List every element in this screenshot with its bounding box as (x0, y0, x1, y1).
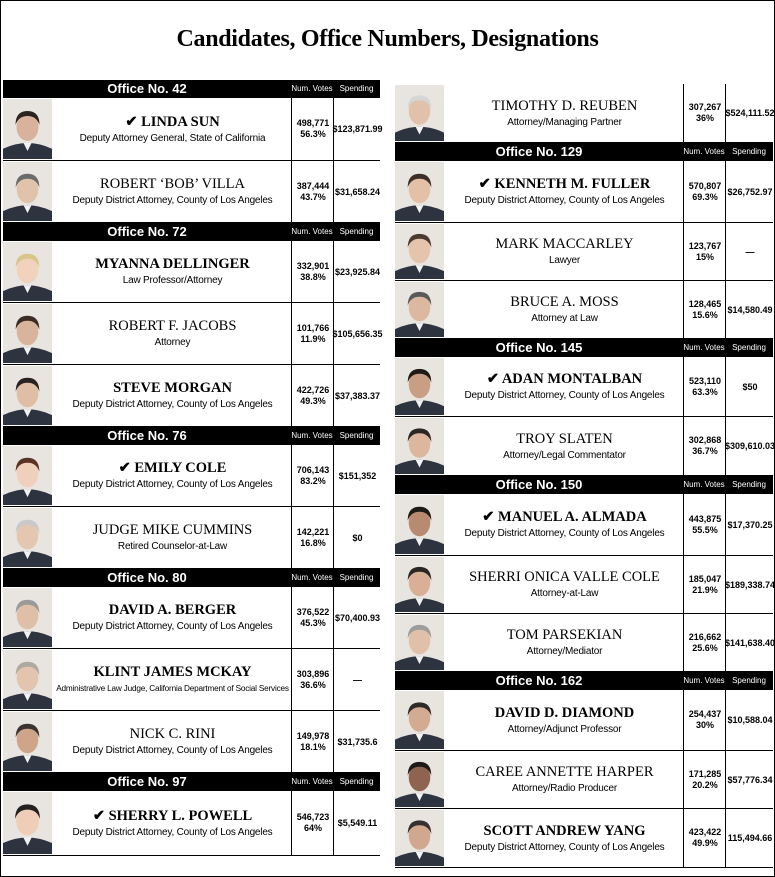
candidate-name: ✔ SHERRY L. POWELL (92, 807, 253, 824)
candidate-row (395, 494, 773, 556)
candidate-info (446, 281, 683, 338)
office-number: Office No. 42 (107, 81, 187, 96)
vote-percent: 36.7% (692, 446, 718, 456)
spending-cell: $70,400.93 (333, 587, 381, 648)
candidate-info (54, 161, 291, 222)
candidate-name: KLINT JAMES MCKAY (93, 664, 252, 680)
candidate-name: JUDGE MIKE CUMMINS (92, 522, 253, 538)
candidate-info (54, 98, 291, 160)
candidate-photo (3, 366, 52, 425)
spending-cell: 115,494.66 (725, 809, 774, 867)
candidate-name: TIMOTHY D. REUBEN (491, 97, 638, 114)
spending-cell: $57,776.34 (725, 751, 774, 808)
votes-column-header: Num. Votes (291, 777, 333, 786)
candidate-row (395, 417, 773, 476)
candidate-photo (3, 712, 52, 771)
vote-count-cell (683, 417, 726, 475)
vote-count-cell (683, 84, 726, 142)
candidate-designation: Attorney/Legal Commentator (503, 449, 626, 461)
vote-percent: 11.9% (300, 333, 326, 344)
spending-cell: $10,588.04 (725, 690, 774, 750)
spending-cell: $141,638.40 (725, 614, 774, 671)
candidate-row (395, 690, 773, 751)
candidate-name: SHERRI ONICA VALLE COLE (469, 569, 660, 585)
vote-percent: 83.2% (300, 475, 326, 486)
left-column (3, 80, 383, 856)
vote-percent: 43.7% (300, 191, 326, 202)
candidate-name: ✔ LINDA SUN (125, 113, 220, 130)
votes-column-header: Num. Votes (683, 676, 725, 685)
spending-column-header: Spending (339, 777, 374, 786)
office-header (3, 569, 380, 587)
candidate-designation: Attorney/Mediator (526, 646, 603, 657)
candidate-name: ROBERT ‘BOB’ VILLA (100, 176, 245, 192)
spending-cell: $50 (725, 357, 774, 416)
candidate-row (395, 161, 773, 223)
vote-count: 142,221 (296, 526, 330, 537)
vote-percent: 49.3% (300, 395, 326, 406)
candidate-row (395, 614, 773, 672)
office-number: Office No. 97 (107, 774, 187, 789)
candidate-info (446, 556, 683, 613)
office-number: Office No. 162 (495, 673, 583, 688)
candidate-name: STEVE MORGAN (113, 380, 232, 396)
candidate-row (395, 809, 773, 868)
candidate-photo (395, 810, 444, 866)
candidate-name: DAVID D. DIAMOND (494, 704, 635, 721)
candidate-photo (3, 588, 52, 647)
vote-count: 149,978 (296, 730, 330, 741)
candidate-photo (395, 495, 444, 554)
vote-count-cell (683, 809, 726, 867)
spending-column-header: Spending (732, 343, 766, 352)
vote-percent: 30% (695, 720, 714, 730)
candidate-designation: Law Professor/Attorney (122, 275, 223, 286)
vote-count: 376,522 (296, 606, 330, 617)
candidate-photo (395, 691, 444, 749)
candidate-designation: Deputy District Attorney, County of Los Angeles (72, 195, 273, 206)
candidate-name: TROY SLATEN (516, 430, 613, 447)
vote-count-cell (683, 494, 726, 555)
vote-count: 570,807 (688, 180, 722, 191)
candidate-row (3, 98, 383, 161)
candidate-designation: Attorney-at-Law (530, 588, 599, 599)
spending-cell: — (725, 223, 774, 280)
candidate-designation: Attorney/Adjunct Professor (507, 723, 622, 735)
candidate-info (54, 365, 291, 426)
office-header (395, 672, 773, 690)
candidate-row (395, 223, 773, 281)
vote-count: 254,437 (688, 709, 722, 719)
candidate-info (446, 809, 683, 867)
candidate-row (3, 649, 380, 711)
spending-cell: $37,383.37 (333, 365, 381, 426)
vote-percent: 55.5% (692, 524, 718, 535)
candidate-photo (395, 224, 444, 279)
vote-percent: 25.6% (692, 642, 718, 653)
office-header (395, 143, 773, 161)
candidate-designation: Deputy District Attorney, County of Los Angeles (464, 528, 665, 539)
candidate-name: ✔ ADAN MONTALBAN (486, 371, 643, 387)
candidate-name: DAVID A. BERGER (108, 602, 237, 618)
office-header (395, 339, 773, 357)
candidate-name: MYANNA DELLINGER (95, 256, 250, 272)
vote-count: 498,771 (296, 118, 330, 128)
vote-count: 303,896 (296, 668, 330, 679)
vote-count-cell (291, 791, 334, 855)
spending-cell: $26,752.97 (725, 161, 774, 222)
spending-cell: $31,658.24 (333, 161, 381, 222)
office-header (3, 773, 380, 791)
candidate-info (54, 649, 291, 710)
spending-cell: $5,549.11 (333, 791, 381, 855)
spending-cell: — (333, 649, 381, 710)
vote-count-cell (291, 241, 334, 302)
candidate-designation: Deputy Attorney General, State of California (79, 132, 266, 144)
vote-percent: 20.2% (692, 779, 718, 790)
spending-column-header: Spending (339, 227, 374, 236)
candidate-info (446, 357, 683, 416)
candidate-photo (395, 752, 444, 807)
vote-percent: 18.1% (300, 741, 326, 752)
candidate-photo (3, 446, 52, 505)
candidate-row (3, 365, 380, 427)
candidate-designation: Retired Counselor-at-Law (117, 541, 228, 552)
spending-cell: $123,871.99 (333, 98, 381, 160)
vote-count-cell (683, 614, 726, 671)
candidate-photo (3, 304, 52, 363)
candidate-info (446, 690, 683, 750)
candidate-designation: Deputy District Attorney, County of Los Angeles (72, 399, 273, 410)
candidate-row (395, 281, 773, 339)
vote-count-cell (291, 711, 334, 772)
vote-percent: 63.3% (692, 386, 718, 397)
votes-column-header: Num. Votes (291, 84, 333, 93)
office-header (395, 476, 773, 494)
spending-cell: $524,111.52 (725, 84, 774, 142)
office-header (3, 80, 380, 98)
candidate-designation: Attorney/Managing Partner (507, 116, 622, 128)
candidate-photo (395, 162, 444, 221)
candidate-info (446, 614, 683, 671)
page-title: Candidates, Office Numbers, Designations (176, 26, 599, 52)
vote-percent: 49.9% (692, 838, 718, 848)
candidate-row (3, 445, 380, 507)
spending-cell: $105,656.35 (333, 303, 381, 364)
votes-column-header: Num. Votes (291, 431, 333, 440)
office-number: Office No. 145 (495, 340, 583, 355)
candidate-photo (395, 358, 444, 415)
candidate-row (3, 711, 380, 773)
vote-percent: 56.3% (300, 129, 326, 139)
candidate-row (3, 587, 380, 649)
candidate-row (3, 791, 380, 856)
spending-column-header: Spending (732, 480, 766, 489)
votes-column-header: Num. Votes (683, 147, 725, 156)
candidate-row (3, 241, 380, 303)
spending-cell: $31,735.6 (333, 711, 381, 772)
vote-count-cell (291, 303, 334, 364)
vote-count: 443,875 (688, 513, 722, 524)
vote-percent: 64% (303, 823, 322, 833)
candidate-designation: Deputy District Attorney, County of Los Angeles (464, 390, 665, 401)
vote-count: 332,901 (296, 260, 330, 271)
vote-count: 216,662 (688, 631, 722, 642)
candidate-photo (3, 508, 52, 567)
vote-percent: 36% (695, 113, 714, 123)
vote-percent: 21.9% (692, 584, 718, 595)
candidate-row (395, 84, 773, 143)
office-header (3, 427, 380, 445)
candidate-name: CAREE ANNETTE HARPER (475, 764, 654, 780)
candidate-info (446, 494, 683, 555)
candidate-designation: Deputy District Attorney, County of Los Angeles (72, 621, 273, 632)
candidate-info (54, 241, 291, 302)
candidate-name: SCOTT ANDREW YANG (483, 822, 646, 839)
candidate-info (446, 84, 683, 142)
vote-percent: 38.8% (300, 271, 326, 282)
vote-count: 185,047 (688, 573, 722, 584)
candidate-designation: Lawyer (548, 255, 581, 266)
votes-column-header: Num. Votes (291, 227, 333, 236)
office-number: Office No. 76 (107, 428, 187, 443)
vote-count-cell (683, 357, 726, 416)
vote-count: 171,285 (688, 768, 722, 779)
vote-percent: 69.3% (692, 191, 718, 202)
vote-count: 422,726 (296, 384, 330, 395)
candidate-photo (3, 162, 52, 221)
vote-percent: 15.6% (692, 309, 718, 320)
candidate-info (54, 445, 291, 506)
vote-count-cell (683, 223, 726, 280)
spending-column-header: Spending (339, 431, 374, 440)
spending-column-header: Spending (339, 84, 374, 93)
candidate-row (395, 357, 773, 417)
candidate-name: ✔ EMILY COLE (118, 460, 227, 476)
candidate-info (446, 223, 683, 280)
vote-count-cell (291, 365, 334, 426)
vote-count: 523,110 (688, 375, 722, 386)
spending-column-header: Spending (732, 676, 766, 685)
vote-count: 423,422 (688, 827, 722, 837)
candidate-photo (3, 650, 52, 709)
vote-percent: 16.8% (300, 537, 326, 548)
candidate-name: TOM PARSEKIAN (506, 627, 623, 643)
vote-count: 123,767 (688, 240, 722, 251)
candidate-designation: Attorney/Radio Producer (512, 783, 617, 794)
vote-count: 302,868 (688, 435, 722, 445)
candidate-info (54, 791, 291, 855)
candidate-designation: Administrative Law Judge, California Department of Social Services (56, 684, 289, 693)
vote-count: 546,723 (296, 812, 330, 822)
vote-count-cell (291, 507, 334, 568)
candidate-row (395, 751, 773, 809)
candidate-photo (3, 242, 52, 301)
candidate-row (395, 556, 773, 614)
right-column (395, 84, 773, 868)
vote-count-cell (291, 445, 334, 506)
office-number: Office No. 80 (107, 570, 187, 585)
office-header (3, 223, 380, 241)
candidate-photo (395, 418, 444, 474)
vote-percent: 45.3% (300, 617, 326, 628)
candidate-row (3, 161, 380, 223)
vote-count: 706,143 (296, 464, 330, 475)
candidate-info (54, 587, 291, 648)
vote-count-cell (683, 556, 726, 613)
candidate-designation: Deputy District Attorney, County of Los Angeles (464, 841, 665, 853)
spending-cell: $151,352 (333, 445, 381, 506)
candidate-info (54, 711, 291, 772)
vote-count: 128,465 (688, 298, 722, 309)
candidate-photo (395, 615, 444, 670)
spending-cell: $189,338.74 (725, 556, 774, 613)
vote-percent: 36.6% (300, 679, 326, 690)
candidate-name: NICK C. RINI (129, 726, 216, 742)
vote-count-cell (291, 649, 334, 710)
candidate-info (446, 751, 683, 808)
candidate-name: ✔ MANUEL A. ALMADA (482, 509, 647, 525)
spending-column-header: Spending (339, 573, 374, 582)
candidate-name: ROBERT F. JACOBS (108, 318, 237, 334)
candidate-info (54, 303, 291, 364)
spending-cell: $309,610.03 (725, 417, 774, 475)
votes-column-header: Num. Votes (291, 573, 333, 582)
vote-count: 307,267 (688, 102, 722, 112)
candidate-name: ✔ KENNETH M. FULLER (478, 176, 651, 192)
spending-cell: $14,580.49 (725, 281, 774, 338)
vote-count-cell (291, 587, 334, 648)
candidate-row (3, 303, 383, 365)
candidate-photo (395, 282, 444, 337)
vote-count-cell (683, 161, 726, 222)
candidate-row (3, 507, 380, 569)
spending-cell: $23,925.84 (333, 241, 381, 302)
spending-column-header: Spending (732, 147, 766, 156)
candidate-photo (395, 557, 444, 612)
candidate-designation: Deputy District Attorney, County of Los Angeles (464, 195, 665, 206)
office-number: Office No. 72 (107, 224, 187, 239)
candidate-designation: Deputy District Attorney, County of Los Angeles (72, 745, 273, 756)
vote-count: 387,444 (296, 180, 330, 191)
candidate-info (446, 417, 683, 475)
candidate-designation: Attorney at Law (531, 313, 598, 324)
candidate-info (54, 507, 291, 568)
vote-percent: 15% (695, 251, 714, 262)
candidate-photo (395, 85, 444, 141)
vote-count-cell (683, 690, 726, 750)
candidate-photo (3, 99, 52, 159)
vote-count-cell (291, 161, 334, 222)
candidate-designation: Deputy District Attorney, County of Los Angeles (72, 826, 273, 838)
candidate-designation: Deputy District Attorney, County of Los Angeles (72, 479, 273, 490)
vote-count: 101,766 (296, 322, 330, 333)
spending-cell: $0 (333, 507, 381, 568)
votes-column-header: Num. Votes (683, 480, 725, 489)
vote-count-cell (291, 98, 334, 160)
candidate-photo (3, 792, 52, 854)
candidate-info (446, 161, 683, 222)
candidate-name: BRUCE A. MOSS (510, 294, 619, 310)
spending-cell: $17,370.25 (725, 494, 774, 555)
candidate-designation: Attorney (154, 337, 191, 348)
office-number: Office No. 129 (495, 144, 583, 159)
votes-column-header: Num. Votes (683, 343, 725, 352)
vote-count-cell (683, 751, 726, 808)
vote-count-cell (683, 281, 726, 338)
office-number: Office No. 150 (495, 477, 583, 492)
candidate-name: MARK MACCARLEY (495, 236, 634, 252)
